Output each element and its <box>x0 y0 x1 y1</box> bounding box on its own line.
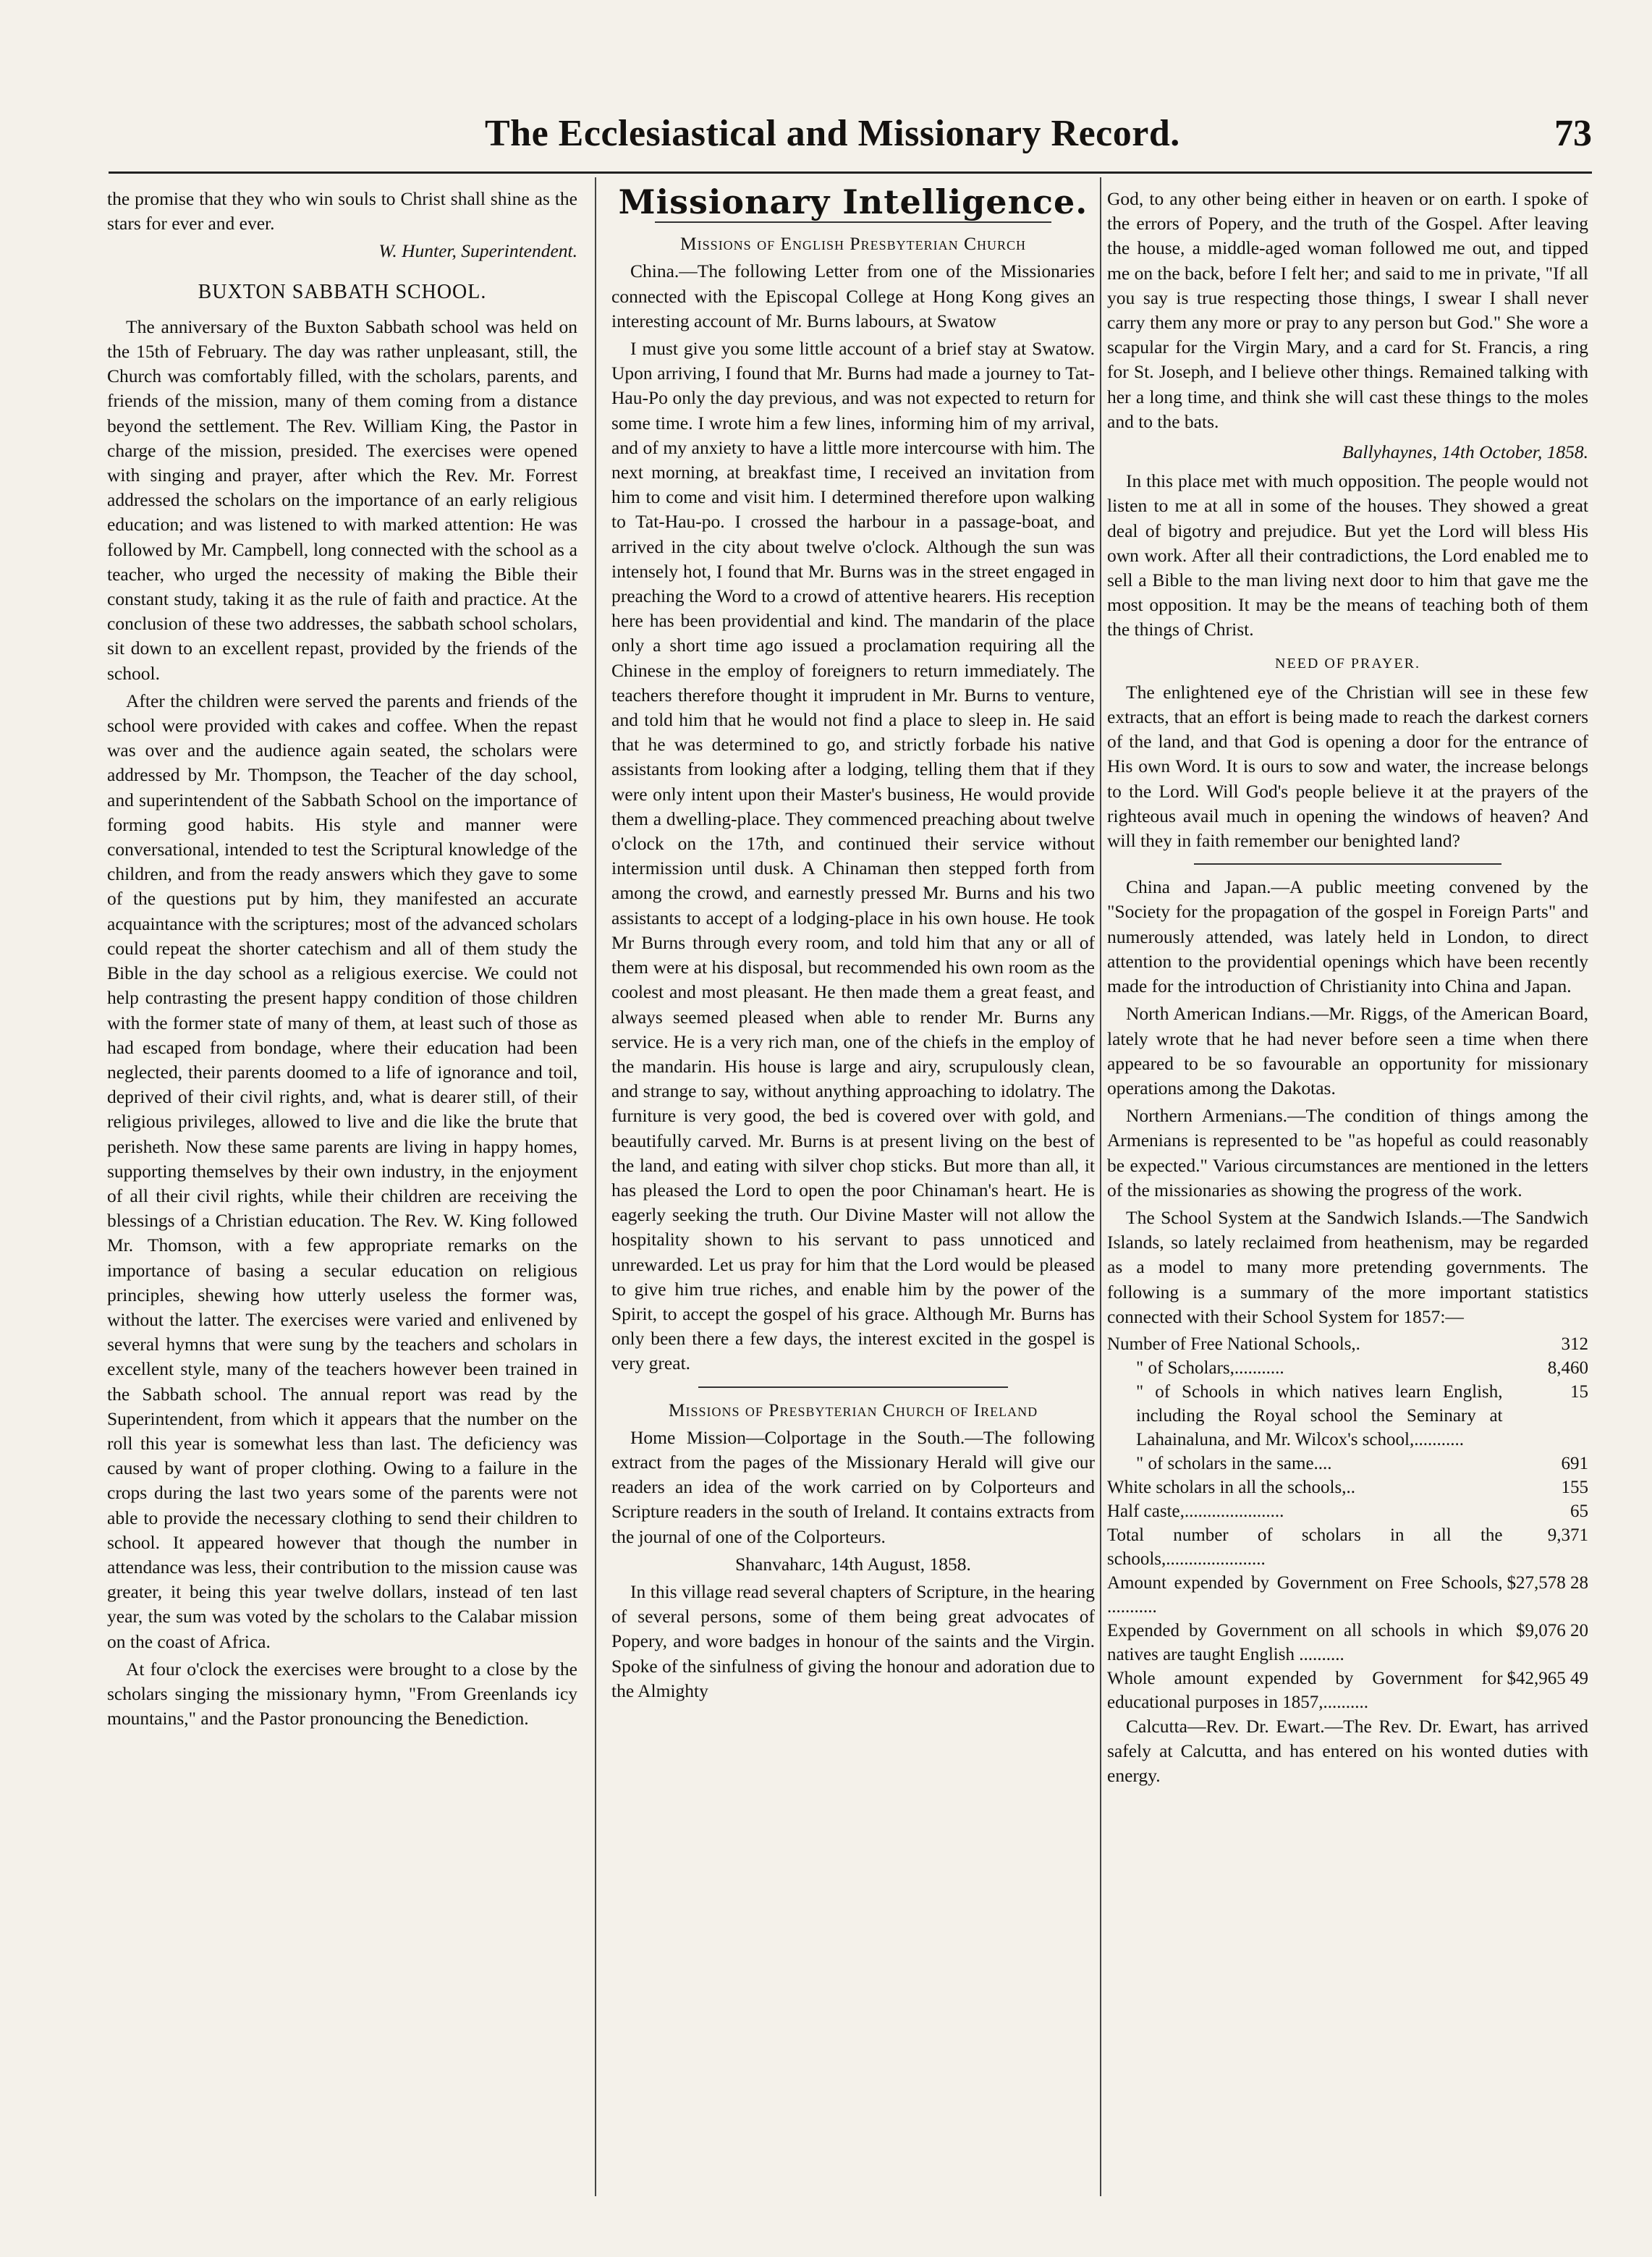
stat-value: 8,460 <box>1547 1358 1588 1378</box>
table-row <box>1107 1523 1588 1571</box>
paragraph: North American Indians.—Mr. Riggs, of the American Board, lately wrote that he had never before seen a time when there appeared to be so favourable an opportunity for missionary operations among the Dakotas. <box>1107 1003 1588 1098</box>
header-rule <box>109 172 1592 174</box>
table-row <box>1107 1499 1588 1523</box>
column-rule-right <box>1100 177 1101 2196</box>
paragraph: Home Mission—Colportage in the South.—The following extract from the pages of the Missionary Herald will give our readers an idea of the work carried on by Colporteurs and Scripture readers in the south of Ireland. It contains extracts from the journal of one of the Colporteurs. <box>611 1426 1095 1547</box>
paragraph: In this place met with much opposition. The people would not listen to me at all in some of the houses. They showed a great deal of bigotry and prejudice. But yet the Lord will bless His own work. After all their contradictions, the Lord enabled me to sell a Bible to the man living next door to him that gave me the most opposition. It may be the means of teaching both of them the things of Christ. <box>1107 470 1588 640</box>
stat-value: 155 <box>1561 1477 1588 1497</box>
paragraph: Northern Armenians.—The condition of things among the Armenians is represented to be "as hopeful as could reasonably be expected." Various circumstances are mentioned in the letters of the missionaries as showing the progress of the work. <box>1107 1105 1588 1201</box>
subheading: NEED OF PRAYER. <box>1275 655 1420 672</box>
continued-text: the promise that they who win souls to Christ shall shine as the stars for ever and ever. <box>107 188 577 234</box>
column-rule-left <box>595 177 596 2196</box>
stat-label: Amount expended by Government on Free Schools, ........... <box>1107 1572 1503 1617</box>
stat-value: 691 <box>1561 1453 1588 1473</box>
dateline: Shanvaharc, 14th August, 1858. <box>735 1553 971 1575</box>
signature: W. Hunter, Superintendent. <box>378 240 577 262</box>
stat-label: " of scholars in the same.... <box>1136 1453 1332 1473</box>
stat-label: " of Schools in which natives learn English, including the Royal school the Seminary at Lahainaluna, and Mr. Wilcox's school,........... <box>1136 1381 1503 1449</box>
divider <box>698 1386 1008 1388</box>
table-row <box>1107 1452 1588 1475</box>
paragraph: At four o'clock the exercises were brought to a close by the scholars singing the missionary hymn, "From Greenlands icy mountains," and the Pastor pronouncing the Benediction. <box>107 1658 577 1729</box>
stat-value: 9,371 <box>1547 1525 1588 1545</box>
continued-text: God, to any other being either in heaven or on earth. I spoke of the errors of Popery, and the truth of the Gospel. After leaving the house, a middle-aged woman followed me out, and tipped me on the back, before I felt her; and said to me in private, "If all you say is true respecting those things, I swear I shall never carry them any more or pray to any person but God." She wore a scapular for the Virgin Mary, and a card for St. Francis, a ring for St. Joseph, and I believe other things. Remained talking with her a long time, and think she will cast these things to the moles and to the bats. <box>1107 188 1588 432</box>
stat-value: $27,578 28 <box>1507 1572 1588 1593</box>
paragraph: China.—The following Letter from one of the Missionaries connected with the Episcopal College at Hong Kong gives an interesting account of Mr. Burns labours, at Swatow <box>611 261 1095 331</box>
page-number: 73 <box>1554 113 1592 154</box>
paragraph: The School System at the Sandwich Islands.—The Sandwich Islands, so lately reclaimed from heathenism, may be regarded as a model to many more pretending governments. The following is a summary of the more important statistics connected with their School System for 1857:— <box>1107 1206 1588 1327</box>
stat-label: White scholars in all the schools,.. <box>1107 1477 1355 1497</box>
stat-value: 15 <box>1570 1381 1588 1402</box>
paragraph: After the children were served the parents and friends of the school were provided with cakes and coffee. When the repast was over and the audience again seated, the scholars were addressed by Mr. Thompson, the Teacher of the day school, and superintendent of the Sabbath School on the importance of forming good habits. His style and manner were conversational, intended to test the Scriptural knowledge of the children, and from the ready answers which they gave to some of the questions put by him, they manifested an accurate acquaintance with the scriptures; most of the advanced scholars could repeat the shorter catechism and all of them study the Bible in the day school as a religious exercise. We could not help contrasting the present happy condition of those children with the former state of many of them, at least such of those as had escaped from bondage, where their education had been neglected, their parents doomed to a life of ignorance and toil, deprived of their civil rights, and, what is dearer still, of their religious privileges, allowed to live and die like the brute that perisheth. Now these same parents are living in happy homes, supporting themselves by their own industry, in the enjoyment of all their civil rights, while their children are receiving the blessings of a Christian education. The Rev. W. King followed Mr. Thomson, with a few appropriate remarks on the importance of basing a secular education on religious principles, shewing how utterly useless the former was, without the latter. The exercises were varied and enlivened by several hymns that were sung by the teachers and scholars in excellent style, many of the teachers however been trained in the Sabbath school. The annual report was read by the Superintendent, from which it appears that the number on the roll this year is somewhat less than last. The deficiency was caused by want of proper clothing. Owing to a failure in the crops during the last two years some of the parents were not able to provide the necessary clothing to send their children to school. It appeared however that though the number in attendance was less, their contribution to the mission cause was greater, it being this year twelve dollars, instead of ten last year, the sum was voted by the scholars to the Calabar mission on the coast of Africa. <box>107 690 577 1652</box>
stat-label: Number of Free National Schools,. <box>1107 1334 1360 1354</box>
table-row <box>1107 1475 1588 1499</box>
paragraph: China and Japan.—A public meeting convened by the "Society for the propagation of the gospel in Foreign Parts" and numerously attended, was lately held in London, to direct attention to the providential openings which have been recently made for the introduction of Christianity into China and Japan. <box>1107 876 1588 997</box>
paragraph: The enlightened eye of the Christian will see in these few extracts, that an effort is being made to reach the darkest corners of the land, and that God is opening a door for the entrance of His own Word. It is ours to sow and water, the increase belongs to the Lord. Will God's people believe it at the prayers of the righteous avail much in opening the windows of heaven? And will they in faith remember our benighted land? <box>1107 681 1588 852</box>
section-masthead: Missionary Intelligence. <box>618 182 1088 221</box>
stat-value: $42,965 49 <box>1507 1668 1588 1688</box>
table-row <box>1107 1667 1588 1714</box>
paragraph: I must give you some little account of a brief stay at Swatow. Upon arriving, I found that Mr. Burns had made a journey to Tat-Hau-Po only the day previous, and was not expected to return for some time. I wrote him a few lines, informing him of my arrival, and of my anxiety to have a little more intercourse with him. The next morning, at breakfast time, I received an invitation from him to come and visit him. I determined therefore upon walking to Tat-Hau-po. I crossed the harbour in a passage-boat, and arrived in the city about twelve o'clock. Although the sun was intensely hot, I found that Mr. Burns was in the street engaged in preaching the Word to a crowd of attentive hearers. His reception here has been providential and kind. The mandarin of the place only a short time ago issued a proclamation requiring all the Chinese in the employ of foreigners to return immediately. The teachers therefore thought it imprudent in Mr. Burns to venture, and told him that he would not find a place to sleep in. He said that he was determined to go, and strictly forbade his native assistants from looking after a lodging, telling them that if they were only intent upon their Master's business, He would provide them a dwelling-place. They commenced preaching about twelve o'clock on the 17th, and continued their service without intermission until dusk. A Chinaman then stepped forth from among the crowd, and earnestly pressed Mr. Burns and his two assistants to accept of a lodging-place in his own house. He took Mr Burns through every room, and told him that any or all of them were at his disposal, but recommended his own room as the coolest and most pleasant. He then made them a great feast, and always seemed pleased when able to render Mr. Burns any service. He is a very rich man, one of the chiefs in the employ of the mandarin. His house is large and airy, scrupulously clean, and strange to say, without anything approaching to idolatry. The furniture is very good, the bed is covered over with gold, and beautifully carved. Mr. Burns is at present living on the best of the land, and eating with silver chop sticks. But more than all, it has pleased the Lord to open the poor Chinaman's heart. He is eagerly seeking the truth. Our Divine Master will not allow the hospitality shown to his servant to pass unnoticed and unrewarded. Let us pray for him that the Lord would be pleased to give him true riches, and enable him by the power of the Spirit, to accept the gospel of his grace. Although Mr. Burns has only been there a few days, the interest excited in the gospel is very great. <box>611 338 1095 1374</box>
stat-label: Whole amount expended by Government for educational purposes in 1857,.......... <box>1107 1668 1503 1712</box>
masthead-rule <box>655 221 1051 223</box>
subheading: Missions of English Presbyterian Church <box>680 233 1026 255</box>
statistics-table <box>1107 1332 1588 1714</box>
stat-value: 65 <box>1570 1501 1588 1521</box>
table-row <box>1107 1380 1588 1452</box>
stat-label: Total number of scholars in all the schools,...................... <box>1107 1525 1503 1569</box>
paragraph: Calcutta—Rev. Dr. Ewart.—The Rev. Dr. Ewart, has arrived safely at Calcutta, and has entered on his wonted duties with energy. <box>1107 1715 1588 1787</box>
stat-value: $9,076 20 <box>1516 1620 1588 1640</box>
table-row <box>1107 1571 1588 1619</box>
paragraph: The anniversary of the Buxton Sabbath school was held on the 15th of February. The day was rather unpleasant, still, the Church was comfortably filled, with the scholars, parents, and friends of the mission, many of them coming from a distance beyond the settlement. The Rev. William King, the Pastor in charge of the mission, presided. The exercises were opened with singing and prayer, after which the Rev. Mr. Forrest addressed the scholars on the importance of an early religious education; and was listened to with marked attention: He was followed by Mr. Campbell, long connected with the school as a teacher, who urged the necessity of making the Bible their constant study, taking it as the rule of faith and practice. At the conclusion of these two addresses, the sabbath school scholars, sit down to an excellent repast, provided by the friends of the school. <box>107 316 577 684</box>
column-right <box>1107 187 1588 1792</box>
journal-title: The Ecclesiastical and Missionary Record. <box>485 113 1180 154</box>
dateline: Ballyhaynes, 14th October, 1858. <box>1342 441 1588 463</box>
divider <box>1194 863 1501 865</box>
column-left <box>107 187 577 1734</box>
running-header <box>109 112 1592 163</box>
stat-label: Half caste,...................... <box>1107 1501 1284 1521</box>
table-row <box>1107 1619 1588 1667</box>
article-heading-buxton: BUXTON SABBATH SCHOOL. <box>198 280 487 303</box>
table-row <box>1107 1332 1588 1356</box>
paragraph: In this village read several chapters of Scripture, in the hearing of several persons, some of them being great advocates of Popery, and wore badges in honour of the saints and the Virgin. Spoke of the sinfulness of giving the honour and adoration due to the Almighty <box>611 1580 1095 1701</box>
column-middle <box>611 182 1095 1706</box>
subheading: Missions of Presbyterian Church of Ireland <box>668 1399 1038 1420</box>
table-row <box>1107 1356 1588 1380</box>
stat-value: 312 <box>1561 1334 1588 1354</box>
stat-label: " of Scholars,........... <box>1136 1358 1284 1378</box>
stat-label: Expended by Government on all schools in which natives are taught English .......... <box>1107 1620 1503 1664</box>
